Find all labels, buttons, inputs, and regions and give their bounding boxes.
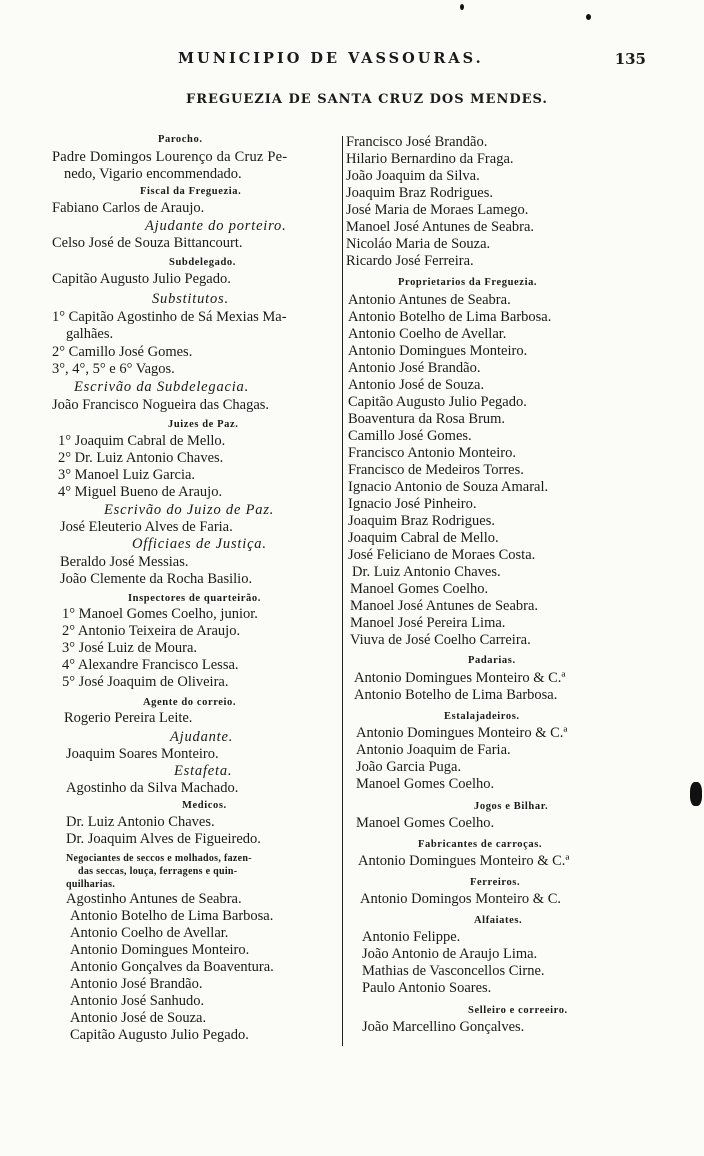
fabricante-name: Antonio Domingues Monteiro & C.ª — [358, 853, 570, 869]
inspector-line: 4° Alexandre Francisco Lessa. — [62, 657, 239, 673]
ajudante-name: Joaquim Soares Monteiro. — [66, 746, 219, 762]
estalajadeiro-name: Antonio Domingues Monteiro & C.ª — [356, 725, 568, 741]
proprietario-name: Antonio José de Souza. — [348, 377, 485, 393]
scan-speck — [460, 4, 464, 10]
proprietario-name: Antonio José Brandão. — [348, 360, 481, 376]
fiscal-heading: Fiscal da Freguezia. — [140, 186, 242, 197]
padaria-name: Antonio Botelho de Lima Barbosa. — [354, 687, 558, 703]
subdelegado-name: Capitão Augusto Julio Pegado. — [52, 271, 231, 287]
proprietario-name: Antonio Antunes de Seabra. — [348, 292, 511, 308]
agente-name: Rogerio Pereira Leite. — [64, 710, 193, 726]
estafeta-heading: Estafeta. — [174, 763, 233, 779]
substitutos-heading: Substitutos. — [152, 291, 229, 307]
negociantes-heading-2: das seccas, louça, ferragens e quin- — [78, 866, 238, 877]
ajudante-heading: Ajudante. — [170, 729, 234, 745]
inspector-line: 1° Manoel Gomes Coelho, junior. — [62, 606, 258, 622]
name-line: João Joaquim da Silva. — [346, 168, 480, 184]
negociantes-heading-1: Negociantes de seccos e molhados, fazen- — [66, 853, 252, 864]
jogos-name: Manoel Gomes Coelho. — [356, 815, 495, 831]
juiz-line: 4° Miguel Bueno de Araujo. — [58, 484, 223, 500]
name-line: Hilario Bernardino da Fraga. — [346, 151, 514, 167]
substituto-line: 3°, 4°, 5° e 6° Vagos. — [52, 361, 175, 377]
padarias-heading: Padarias. — [468, 655, 516, 666]
name-line: Ricardo José Ferreira. — [346, 253, 474, 269]
negociante-name: Antonio Coelho de Avellar. — [70, 925, 229, 941]
proprietario-name: Francisco Antonio Monteiro. — [348, 445, 516, 461]
padaria-name: Antonio Domingues Monteiro & C.ª — [354, 670, 566, 686]
proprietario-name: Boaventura da Rosa Brum. — [348, 411, 506, 427]
scan-speck — [586, 14, 591, 20]
name-line: Nicoláo Maria de Souza. — [346, 236, 491, 252]
ajudante-porteiro-heading: Ajudante do porteiro. — [145, 218, 287, 234]
alfaiate-name: Mathias de Vasconcellos Cirne. — [362, 963, 545, 979]
proprietario-name: Antonio Botelho de Lima Barbosa. — [348, 309, 552, 325]
inspector-line: 3° José Luiz de Moura. — [62, 640, 198, 656]
inspector-line: 2° Antonio Teixeira de Araujo. — [62, 623, 241, 639]
proprietario-name: Francisco de Medeiros Torres. — [348, 462, 524, 478]
proprietario-name: Dr. Luiz Antonio Chaves. — [352, 564, 501, 580]
proprietario-name: Ignacio Antonio de Souza Amaral. — [348, 479, 549, 495]
estalajadeiro-name: Antonio Joaquim de Faria. — [356, 742, 511, 758]
column-divider — [342, 136, 343, 1046]
medico-name: Dr. Joaquim Alves de Figueiredo. — [66, 831, 261, 847]
ajudante-porteiro-name: Celso José de Souza Bittancourt. — [52, 235, 243, 251]
estalajadeiro-name: João Garcia Puga. — [356, 759, 462, 775]
page-number: 135 — [614, 50, 646, 68]
juiz-line: 3° Manoel Luiz Garcia. — [58, 467, 196, 483]
name-line: José Maria de Moraes Lamego. — [346, 202, 529, 218]
negociante-name: Antonio Gonçalves da Boaventura. — [70, 959, 274, 975]
selleiro-name: João Marcellino Gonçalves. — [362, 1019, 525, 1035]
inspectores-heading: Inspectores de quarteirão. — [128, 593, 261, 604]
officiaes-heading: Officiaes de Justiça. — [132, 536, 267, 552]
substituto-line: 2° Camillo José Gomes. — [52, 344, 193, 360]
proprietario-name: Capitão Augusto Julio Pegado. — [348, 394, 527, 410]
name-line: Manoel José Antunes de Seabra. — [346, 219, 535, 235]
scan-blot — [690, 782, 702, 806]
juizes-heading: Juizes de Paz. — [168, 419, 239, 430]
juiz-line: 2° Dr. Luiz Antonio Chaves. — [58, 450, 224, 466]
proprietario-name: Joaquim Cabral de Mello. — [348, 530, 499, 546]
proprietario-name: Manoel Gomes Coelho. — [350, 581, 489, 597]
proprietario-name: Viuva de José Coelho Carreira. — [350, 632, 531, 648]
escrivao-juizo-heading: Escrivão do Juizo de Paz. — [104, 502, 275, 518]
ferreiro-name: Antonio Domingos Monteiro & C. — [360, 891, 561, 907]
estalajadeiros-heading: Estalajadeiros. — [444, 711, 520, 722]
name-line: Joaquim Braz Rodrigues. — [346, 185, 493, 201]
alfaiates-heading: Alfaiates. — [474, 915, 523, 926]
agente-heading: Agente do correio. — [143, 697, 237, 708]
selleiro-heading: Selleiro e correeiro. — [468, 1005, 568, 1016]
official-name: Beraldo José Messias. — [60, 554, 189, 570]
official-name: João Clemente da Rocha Basilio. — [60, 571, 253, 587]
proprietario-name: Manoel José Pereira Lima. — [350, 615, 506, 631]
juiz-line: 1° Joaquim Cabral de Mello. — [58, 433, 226, 449]
inspector-line: 5° José Joaquim de Oliveira. — [62, 674, 229, 690]
negociante-name: Antonio José de Souza. — [70, 1010, 207, 1026]
negociante-name: Antonio Botelho de Lima Barbosa. — [70, 908, 274, 924]
negociante-name: Agostinho Antunes de Seabra. — [66, 891, 242, 907]
proprietarios-heading: Proprietarios da Freguezia. — [398, 277, 538, 288]
jogos-heading: Jogos e Bilhar. — [474, 801, 549, 812]
medico-name: Dr. Luiz Antonio Chaves. — [66, 814, 215, 830]
section-title: FREGUEZIA DE SANTA CRUZ DOS MENDES. — [186, 92, 548, 107]
estalajadeiro-name: Manoel Gomes Coelho. — [356, 776, 495, 792]
negociante-name: Capitão Augusto Julio Pegado. — [70, 1027, 249, 1043]
medicos-heading: Medicos. — [182, 800, 227, 811]
fabricantes-heading: Fabricantes de carroças. — [418, 839, 543, 850]
escrivao-subdelegacia-heading: Escrivão da Subdelegacia. — [74, 379, 250, 395]
negociante-name: Antonio José Sanhudo. — [70, 993, 205, 1009]
ferreiros-heading: Ferreiros. — [470, 877, 521, 888]
proprietario-name: Manoel José Antunes de Seabra. — [350, 598, 539, 614]
running-head — [0, 50, 704, 72]
escrivao-juizo-name: José Eleuterio Alves de Faria. — [60, 519, 233, 535]
parocho-line-2: nedo, Vigario encommendado. — [64, 166, 242, 182]
fiscal-name: Fabiano Carlos de Araujo. — [52, 200, 205, 216]
parocho-line-1: Padre Domingos Lourenço da Cruz Pe- — [52, 149, 288, 165]
proprietario-name: José Feliciano de Moraes Costa. — [348, 547, 536, 563]
negociante-name: Antonio José Brandão. — [70, 976, 203, 992]
subdelegado-heading: Subdelegado. — [169, 257, 237, 268]
proprietario-name: Ignacio José Pinheiro. — [348, 496, 477, 512]
substituto-line: 1° Capitão Agostinho de Sá Mexias Ma- — [52, 309, 287, 325]
proprietario-name: Camillo José Gomes. — [348, 428, 472, 444]
alfaiate-name: Paulo Antonio Soares. — [362, 980, 492, 996]
alfaiate-name: Antonio Felippe. — [362, 929, 461, 945]
proprietario-name: Antonio Coelho de Avellar. — [348, 326, 507, 342]
negociantes-heading-3: quilharias. — [66, 879, 116, 890]
proprietario-name: Joaquim Braz Rodrigues. — [348, 513, 495, 529]
name-line: Francisco José Brandão. — [346, 134, 488, 150]
escrivao-subdelegacia-name: João Francisco Nogueira das Chagas. — [52, 397, 270, 413]
running-head-title: MUNICIPIO DE VASSOURAS. — [178, 50, 484, 67]
alfaiate-name: João Antonio de Araujo Lima. — [362, 946, 538, 962]
negociante-name: Antonio Domingues Monteiro. — [70, 942, 250, 958]
estafeta-name: Agostinho da Silva Machado. — [66, 780, 239, 796]
substituto-line: galhães. — [66, 326, 114, 342]
parocho-heading: Parocho. — [158, 134, 203, 145]
proprietario-name: Antonio Domingues Monteiro. — [348, 343, 528, 359]
